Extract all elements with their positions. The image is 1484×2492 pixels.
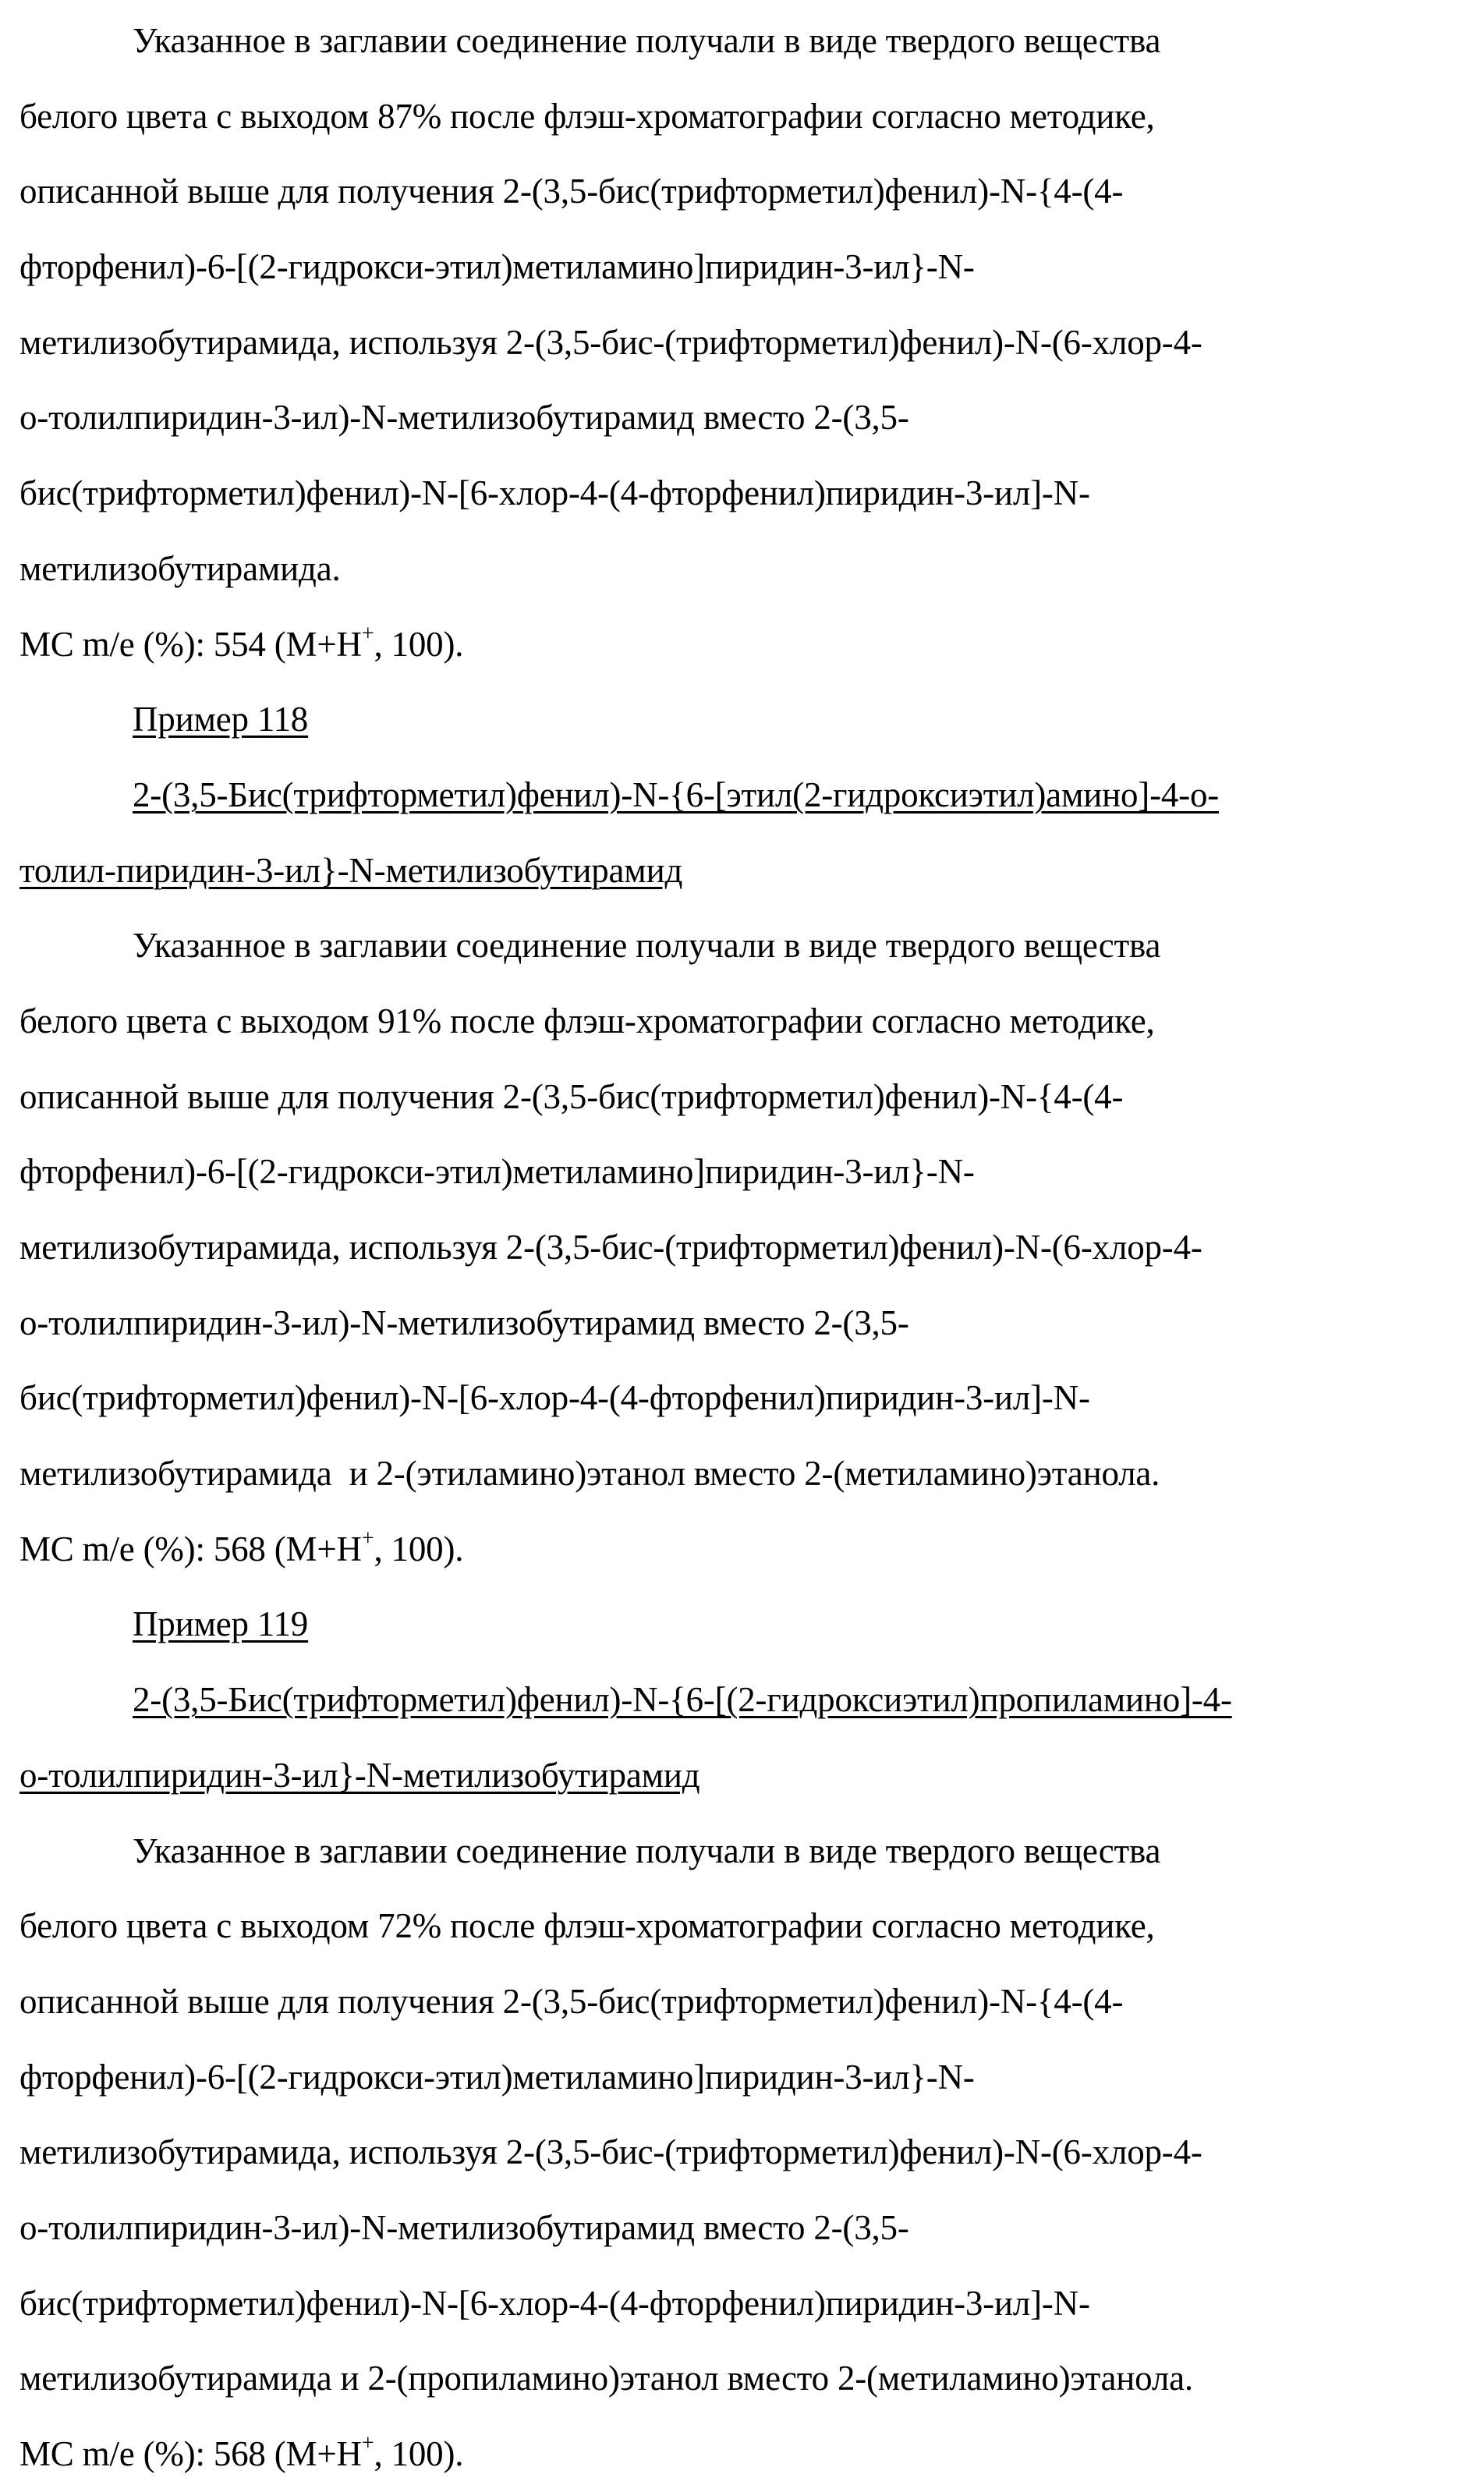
ms-suffix: , 100).: [374, 624, 464, 664]
paragraph-line: о-толилпиридин-3-ил)-N-метилизобутирамид вместо 2-(3,5-: [19, 398, 909, 438]
paragraph-line: фторфенил)-6-[(2-гидрокси-этил)метиламино]пиридин-3-ил}-N-: [19, 2057, 975, 2097]
paragraph-line: описанной выше для получения 2-(3,5-бис(трифторметил)фенил)-N-{4-(4-: [19, 1981, 1124, 2021]
compound-title-text: толил-пиридин-3-ил}-N-метилизобутирамид: [19, 850, 683, 890]
example-block-118: [19, 682, 1470, 1586]
ms-charge: +: [361, 2431, 374, 2455]
paragraph-line: метилизобутирамида и 2-(этиламино)этанол вместо 2-(метиламино)этанола.: [19, 1454, 1160, 1494]
example-heading-text: Пример 119: [133, 1604, 309, 1644]
ms-suffix: , 100).: [374, 1529, 464, 1569]
ms-suffix: , 100).: [374, 2434, 464, 2473]
ms-charge: +: [361, 1526, 374, 1551]
ms-prefix: МС m/e (%): 554 (M+H: [19, 624, 362, 664]
paragraph-line: белого цвета с выходом 72% после флэш-хроматографии согласно методике,: [19, 1906, 1155, 1946]
document-page: [19, 3, 1470, 2492]
paragraph-line: белого цвета с выходом 87% после флэш-хроматографии согласно методике,: [19, 96, 1155, 136]
compound-title-line: [19, 1662, 1470, 1738]
example-heading-text: Пример 118: [133, 700, 309, 739]
compound-title-text: 2-(3,5-Бис(трифторметил)фенил)-N-{6-[этил(2-гидроксиэтил)амино]-4-о-: [133, 775, 1220, 814]
paragraph-line: фторфенил)-6-[(2-гидрокси-этил)метиламино]пиридин-3-ил}-N-: [19, 247, 975, 287]
ms-prefix: МС m/e (%): 568 (M+H: [19, 1529, 362, 1569]
compound-title-line: [19, 833, 1470, 909]
compound-title-text: о-толилпиридин-3-ил}-N-метилизобутирамид: [19, 1755, 700, 1795]
paragraph-line: метилизобутирамида.: [19, 548, 341, 588]
ms-result: [19, 1512, 1470, 1587]
ms-charge: +: [361, 621, 374, 646]
paragraph-line: бис(трифторметил)фенил)-N-[6-хлор-4-(4-фторфенил)пиридин-3-ил]-N-: [19, 1378, 1090, 1418]
compound-title-text: 2-(3,5-Бис(трифторметил)фенил)-N-{6-[(2-гидроксиэтил)пропиламино]-4-: [133, 1680, 1232, 1720]
paragraph-line: метилизобутирамида, используя 2-(3,5-бис-(трифторметил)фенил)-N-(6-хлор-4-: [19, 2132, 1202, 2172]
paragraph-line: бис(трифторметил)фенил)-N-[6-хлор-4-(4-фторфенил)пиридин-3-ил]-N-: [19, 473, 1090, 513]
paragraph-line: о-толилпиридин-3-ил)-N-метилизобутирамид вместо 2-(3,5-: [19, 1303, 909, 1342]
paragraph-line: описанной выше для получения 2-(3,5-бис(трифторметил)фенил)-N-{4-(4-: [19, 172, 1124, 211]
ms-result: [19, 2416, 1470, 2492]
paragraph-line: метилизобутирамида, используя 2-(3,5-бис-(трифторметил)фенил)-N-(6-хлор-4-: [19, 322, 1202, 362]
paragraph-line: описанной выше для получения 2-(3,5-бис(трифторметил)фенил)-N-{4-(4-: [19, 1076, 1124, 1116]
example-heading: [19, 682, 1470, 757]
paragraph-line: Указанное в заглавии соединение получали в виде твердого вещества: [133, 1831, 1161, 1870]
example-heading: [19, 1586, 1470, 1662]
paragraph-line: о-толилпиридин-3-ил)-N-метилизобутирамид вместо 2-(3,5-: [19, 2207, 909, 2247]
paragraph-line: метилизобутирамида и 2-(пропиламино)этанол вместо 2-(метиламино)этанола.: [19, 2359, 1193, 2398]
paragraph-line: Указанное в заглавии соединение получали в виде твердого вещества: [133, 926, 1161, 966]
paragraph-line: бис(трифторметил)фенил)-N-[6-хлор-4-(4-фторфенил)пиридин-3-ил]-N-: [19, 2283, 1090, 2323]
example-block-117: [19, 3, 1470, 682]
paragraph-line: фторфенил)-6-[(2-гидрокси-этил)метиламино]пиридин-3-ил}-N-: [19, 1152, 975, 1192]
compound-title-line: [19, 1738, 1470, 1813]
paragraph-line: белого цвета с выходом 91% после флэш-хроматографии согласно методике,: [19, 1001, 1155, 1040]
example-block-119: [19, 1586, 1470, 2491]
compound-title-line: [19, 757, 1470, 833]
paragraph-line: Указанное в заглавии соединение получали в виде твердого вещества: [133, 21, 1161, 60]
paragraph-line: метилизобутирамида, используя 2-(3,5-бис-(трифторметил)фенил)-N-(6-хлор-4-: [19, 1228, 1202, 1267]
ms-result: [19, 607, 1470, 682]
ms-prefix: МС m/e (%): 568 (M+H: [19, 2434, 362, 2473]
